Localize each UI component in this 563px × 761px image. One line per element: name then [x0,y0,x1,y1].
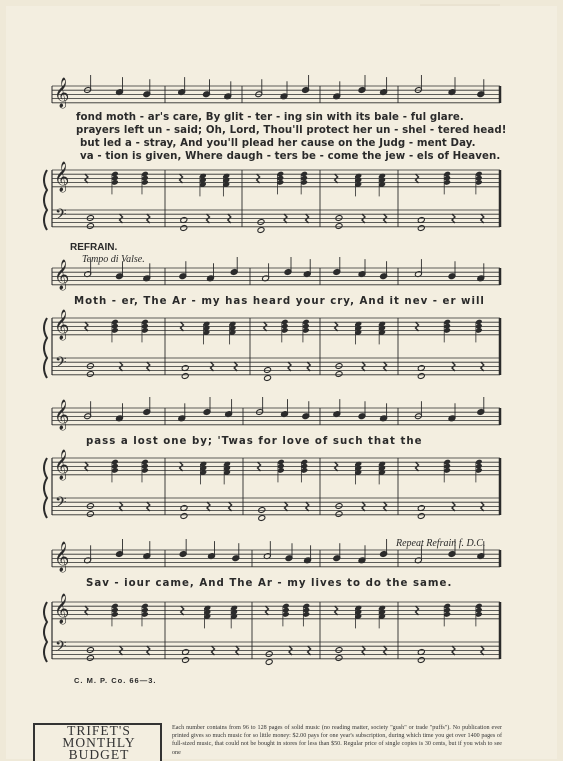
note-head [335,511,343,518]
treble-clef-icon: 𝄞 [54,310,70,340]
publisher-code: C. M. P. Co. 66—3. [74,676,157,685]
treble-clef-icon: 𝄞 [54,162,70,192]
lyric-refrain-line-2: pass a lost one by; 'Twas for love of such that the [86,436,423,447]
note-head [86,223,94,230]
note-head [265,659,273,666]
note-head [417,513,425,520]
note-head [258,515,266,522]
bass-clef-icon: 𝄢 [55,354,67,375]
tempo-marking: Tempo di Valse. [82,254,145,265]
lyric-refrain-line-3: Sav - iour came, And The Ar - my lives to do the same. [86,578,453,589]
brace [44,170,47,230]
lyric-verse-3: but led a - stray, And you'll plead her cause on the Judg - ment Day. [80,138,476,149]
refrain-heading: REFRAIN. [70,242,118,253]
ad-title: TRIFET'S MONTHLY BUDGET [62,723,136,761]
lyric-verse-2: prayers left un - said; Oh, Lord, Thou'll protect her un - shel - tered head! [76,125,507,136]
note-head [264,367,272,374]
lyric-refrain-line-1: Moth - er, The Ar - my has heard your cry, And it nev - er will [74,296,485,307]
note-head [335,655,343,662]
ad-text: Each number contains from 96 to 128 pages of solid music (no reading matter, society "gush" or trade "puffs"). No publication ever printed gives so much music for so little money: $2.00 pays for one year's subscription, during which time you get over 1400 pages of full-sized music, that could not be bought in stores for less than $50. Regular price of single copies is 30 cents, but if you wish to see one [172,725,502,756]
treble-clef-icon: 𝄞 [54,450,70,480]
brace [44,318,47,378]
note-head [265,651,273,658]
note-head [182,657,190,664]
treble-clef-icon: 𝄞 [54,594,70,624]
note-head [335,371,343,378]
note-head [257,227,265,234]
repeat-refrain-marking: Repeat Refrain f. D.C. [396,538,486,549]
note-head [86,371,94,378]
note-head [264,375,272,382]
lyric-verse-4: va - tion is given, Where daugh - ters be - come the jew - els of Heaven. [80,151,501,162]
lyric-verse-1: fond moth - ar's care, By glit - ter - ing sin with its bale - ful glare. [76,112,464,123]
budget-ad-box [33,723,162,761]
brace [44,602,47,662]
note-head [257,219,265,226]
note-head [417,373,425,380]
note-head [181,373,189,380]
bass-clef-icon: 𝄢 [55,206,67,227]
treble-clef-icon: 𝄞 [54,260,70,290]
treble-clef-icon: 𝄞 [54,400,70,430]
note-head [180,513,188,520]
note-head [86,655,94,662]
brace [44,458,47,518]
note-head [335,223,343,230]
note-head [417,225,425,232]
note-head [86,511,94,518]
note-head [180,225,188,232]
treble-clef-icon: 𝄞 [54,78,70,108]
note-head [417,657,425,664]
bass-clef-icon: 𝄢 [55,638,67,659]
bass-clef-icon: 𝄢 [55,494,67,515]
note-head [258,507,266,514]
treble-clef-icon: 𝄞 [54,542,70,572]
